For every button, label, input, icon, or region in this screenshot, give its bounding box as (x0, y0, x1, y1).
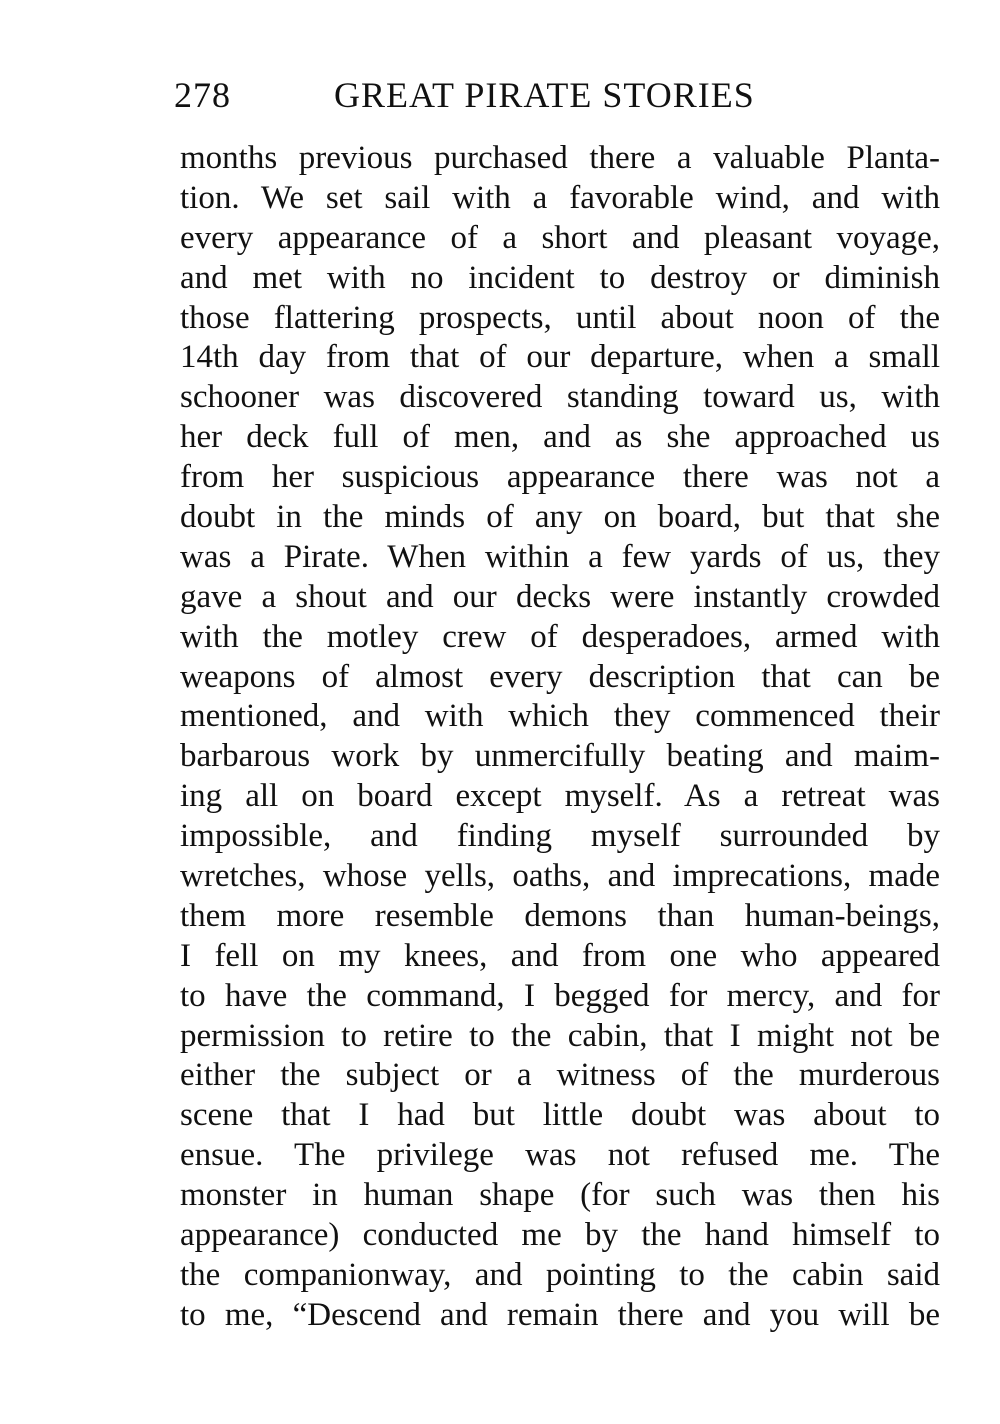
text-line: ing all on board except myself. As a retreat was (180, 778, 940, 815)
text-line: and met with no incident to destroy or diminish (180, 259, 940, 296)
text-line: those flattering prospects, until about noon of the (180, 299, 940, 336)
text-line: tion. We set sail with a favorable wind, and with (180, 179, 940, 216)
page-number: 278 (174, 75, 231, 115)
text-line: every appearance of a short and pleasant voyage, (180, 219, 940, 256)
text-line: her deck full of men, and as she approached us (180, 419, 940, 456)
text-line: schooner was discovered standing toward us, with (180, 379, 940, 416)
text-line: permission to retire to the cabin, that I might not be (180, 1017, 940, 1054)
text-line: to me, “Descend and remain there and you will be (180, 1296, 940, 1333)
text-line: months previous purchased there a valuable Planta- (180, 140, 940, 176)
text-line: ensue. The privilege was not refused me. The (180, 1137, 940, 1174)
text-line: I fell on my knees, and from one who appeared (180, 937, 940, 974)
text-line: 14th day from that of our departure, when a small (180, 339, 940, 376)
text-line: with the motley crew of desperadoes, armed with (180, 618, 940, 655)
text-line: either the subject or a witness of the murderous (180, 1057, 940, 1094)
text-line: impossible, and finding myself surrounded by (180, 818, 940, 855)
text-line: them more resemble demons than human-beings, (180, 897, 940, 934)
text-line: weapons of almost every description that can be (180, 658, 940, 695)
text-line: appearance) conducted me by the hand himself to (180, 1217, 940, 1254)
text-line: barbarous work by unmercifully beating and maim- (180, 738, 940, 775)
text-line: monster in human shape (for such was then his (180, 1177, 940, 1214)
text-line: gave a shout and our decks were instantly crowded (180, 578, 940, 615)
text-line: to have the command, I begged for mercy, and for (180, 977, 940, 1014)
text-line: doubt in the minds of any on board, but that she (180, 499, 940, 536)
body-text (180, 139, 940, 1336)
running-head (174, 70, 954, 120)
text-line: was a Pirate. When within a few yards of us, they (180, 538, 940, 575)
book-title: GREAT PIRATE STORIES (334, 75, 755, 115)
text-line: wretches, whose yells, oaths, and imprecations, made (180, 858, 940, 895)
text-line: the companionway, and pointing to the cabin said (180, 1256, 940, 1293)
text-line: mentioned, and with which they commenced their (180, 698, 940, 735)
text-line: from her suspicious appearance there was not a (180, 459, 940, 496)
text-line: scene that I had but little doubt was about to (180, 1097, 940, 1134)
